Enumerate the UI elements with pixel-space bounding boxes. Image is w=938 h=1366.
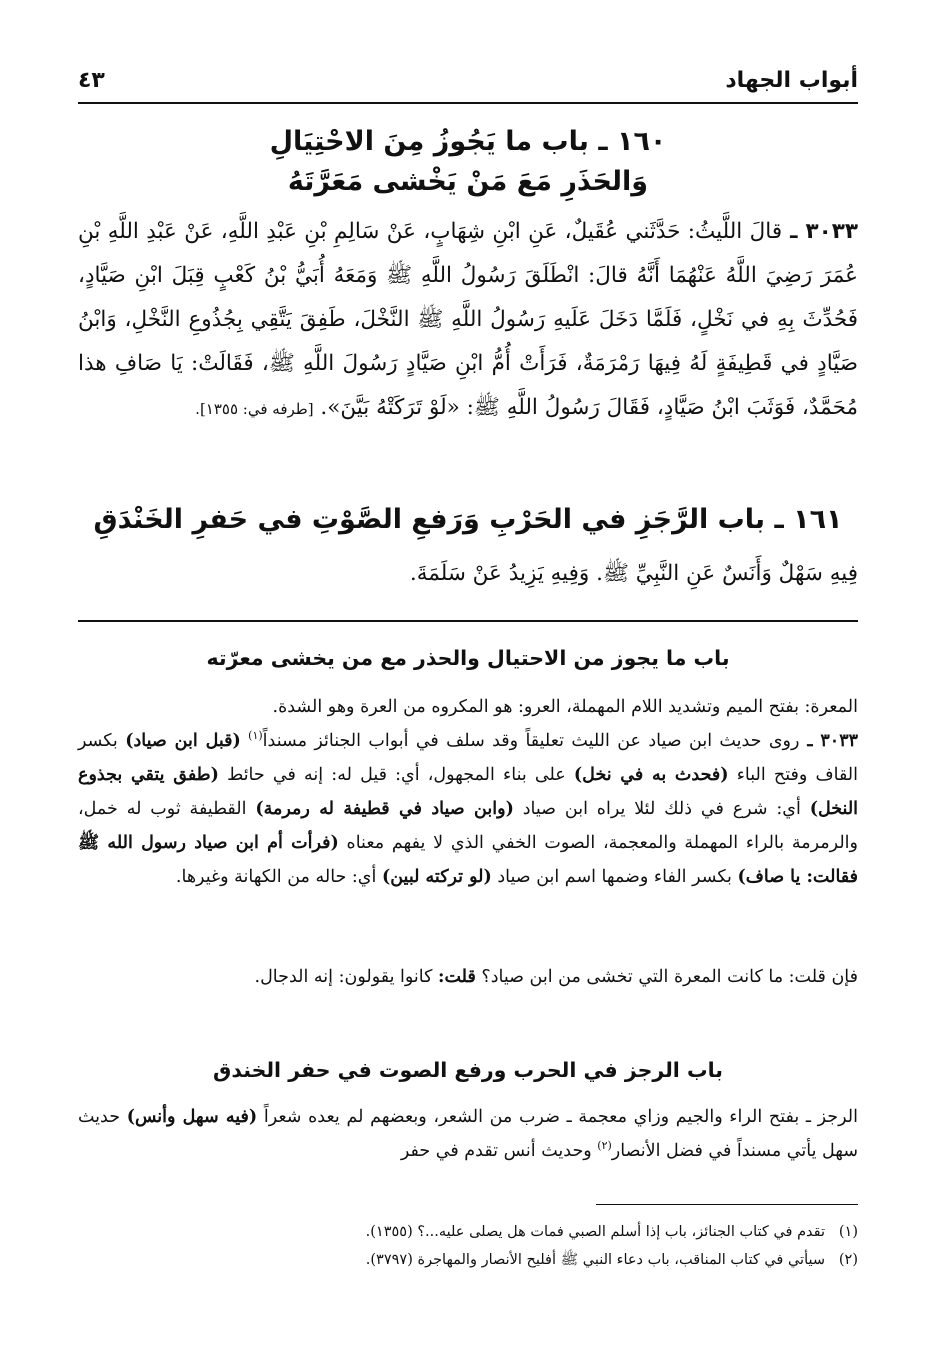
quoted-phrase: (طفق يتقي بجذوع النخل) bbox=[78, 765, 859, 819]
commentary-paragraph bbox=[78, 724, 858, 894]
footnote-rule bbox=[596, 1204, 858, 1205]
hadith-text: قالَ اللَّيثُ: حَدَّثَني عُقَيلٌ، عَنِ ابْنِ شِهَابٍ، عَنْ سَالِمِ بْنِ عَبْدِ اللَّهِ، عَنْ عَبْدِ اللَّهِ بْنِ عُمَرَ رَضِيَ اللَّهُ عَنْهُمَا أَنَّهُ قالَ: انْطَلَقَ رَسُولُ اللَّهِ ﷺ وَمَعَهُ أُبَيُّ بْنُ كَعْبٍ قِبَلَ ابْنِ صَيَّادٍ، فَحُدِّثَ بِهِ في نَخْلٍ، فَلَمَّا دَخَلَ عَلَيهِ رَسُولُ اللَّهِ ﷺ النَّخْلَ، طَفِقَ يَتَّقِي بِجُذُوعِ النَّخْلِ، وَابْنُ صَيَّادٍ في قَطِيفَةٍ لَهُ فِيهَا رَمْرَمَةٌ، فَرَأَتْ أُمُّ ابْنِ صَيَّادٍ رَسُولَ اللَّهِ ﷺ، فَقَالَتْ: يَا صَافِ هذا مُحَمَّدٌ، فَوَثَبَ ابْنُ صَيَّادٍ، فَقَالَ رَسُولُ اللَّهِ ﷺ: «لَوْ تَرَكَتْهُ بَيَّنَ». bbox=[78, 219, 858, 420]
chapter-161-heading: ١٦١ ـ باب الرَّجَزِ في الحَرْبِ وَرَفعِ الصَّوْتِ في حَفرِ الخَنْدَقِ bbox=[93, 504, 843, 535]
commentary-text: المعرة: بفتح الميم وتشديد اللام المهملة، العرو: هو المكروه من العرة وهو الشدة. bbox=[272, 697, 858, 717]
footnote-ref-2[interactable]: (٢) bbox=[597, 1139, 612, 1153]
commentary-text: حديث سهل يأتي مسنداً في فضل الأنصار bbox=[78, 1107, 858, 1161]
quoted-phrase: (قبل ابن صياد) bbox=[125, 731, 241, 751]
commentary-2-heading: باب الرجز في الحرب ورفع الصوت في حفر الخندق bbox=[213, 1058, 723, 1082]
quoted-phrase: (لو تركته لبين) bbox=[381, 867, 492, 887]
commentary-question bbox=[78, 960, 858, 994]
page-number: ٤٣ bbox=[78, 67, 105, 93]
quoted-phrase: (فحدث به في نخل) bbox=[573, 765, 729, 785]
commentary-text: الرجز ـ بفتح الراء والجيم وزاي معجمة ـ ضرب من الشعر، وبعضهم لم يعده شعراً bbox=[257, 1107, 858, 1127]
footnote-1 bbox=[78, 1218, 858, 1246]
commentary-1-heading: باب ما يجوز من الاحتيال والحذر مع من يخشى معرّته bbox=[206, 646, 730, 670]
footnote-2 bbox=[78, 1246, 858, 1274]
commentary-2-body bbox=[78, 1100, 858, 1168]
commentary-text: وحديث أنس تقدم في حفر bbox=[400, 1141, 598, 1161]
running-title: أبواب الجهاد bbox=[725, 67, 858, 93]
hadith-reference: [طرفه في: ١٣٥٥]. bbox=[195, 400, 314, 418]
chapter-160-heading bbox=[78, 122, 858, 202]
footnote-ref-1[interactable]: (١) bbox=[248, 729, 263, 743]
commentary-text: بكسر الفاء وضمها اسم ابن صياد bbox=[491, 867, 738, 887]
footnote-marker: (٢) bbox=[838, 1252, 858, 1268]
commentary-text: فإن قلت: ما كانت المعرة التي تخشى من ابن صياد؟ bbox=[475, 967, 858, 987]
running-header bbox=[78, 62, 858, 104]
commentary-divider bbox=[78, 620, 858, 622]
commentary-text: القطيفة ثوب له خمل، والرمرمة بالراء المهملة والمعجمة، الصوت الخفي الذي لا يفهم معناه bbox=[78, 799, 858, 853]
commentary-text: كانوا يقولون: إنه الدجال. bbox=[254, 967, 439, 987]
commentary-text: روى حديث ابن صياد عن الليث تعليقاً وقد سلف في أبواب الجنائز مسنداً bbox=[262, 731, 800, 751]
footnote-text: تقدم في كتاب الجنائز، باب إذا أسلم الصبي فمات هل يصلى عليه...؟ (١٣٥٥). bbox=[365, 1224, 826, 1240]
quoted-phrase: (وابن صياد في قطيفة له رمرمة) bbox=[255, 799, 514, 819]
quoted-phrase: (فيه سهل وأنس) bbox=[126, 1107, 258, 1127]
commentary-hadith-number: ٣٠٣٣ ـ bbox=[799, 731, 859, 751]
commentary-text: أي: حاله من الكهانة وغيرها. bbox=[175, 867, 382, 887]
chapter-160-line1: ١٦٠ ـ باب ما يَجُوزُ مِنَ الاحْتِيَالِ bbox=[269, 126, 667, 157]
commentary-text: بكسر القاف وفتح الباء bbox=[78, 731, 858, 785]
answer-label: قلت: bbox=[438, 967, 476, 987]
commentary-text: أي: شرع في ذلك لئلا يراه ابن صياد bbox=[513, 799, 810, 819]
chapter-160-line2: وَالحَذَرِ مَعَ مَنْ يَخْشى مَعَرَّتَهُ bbox=[287, 166, 649, 197]
quoted-phrase: (فرأت أم ابن صياد رسول الله ﷺ فقالت: يا صاف) bbox=[78, 833, 858, 887]
footnotes bbox=[78, 1218, 858, 1274]
commentary-text: على بناء المجهول، أي: قيل له: إنه في حائط bbox=[218, 765, 574, 785]
hadith-3033 bbox=[78, 210, 858, 431]
hadith-number: ٣٠٣٣ ـ bbox=[782, 219, 858, 244]
chapter-161-narration: فِيهِ سَهْلٌ وَأَنَسٌ عَنِ النَّبِيِّ ﷺ. وَفِيهِ يَزِيدُ عَنْ سَلَمَةَ. bbox=[409, 561, 858, 586]
commentary-paragraph bbox=[78, 690, 858, 724]
footnote-marker: (١) bbox=[838, 1224, 858, 1240]
commentary-1-body bbox=[78, 690, 858, 894]
footnote-text: سيأتي في كتاب المناقب، باب دعاء النبي ﷺ أفليح الأنصار والمهاجرة (٣٧٩٧). bbox=[365, 1252, 826, 1268]
